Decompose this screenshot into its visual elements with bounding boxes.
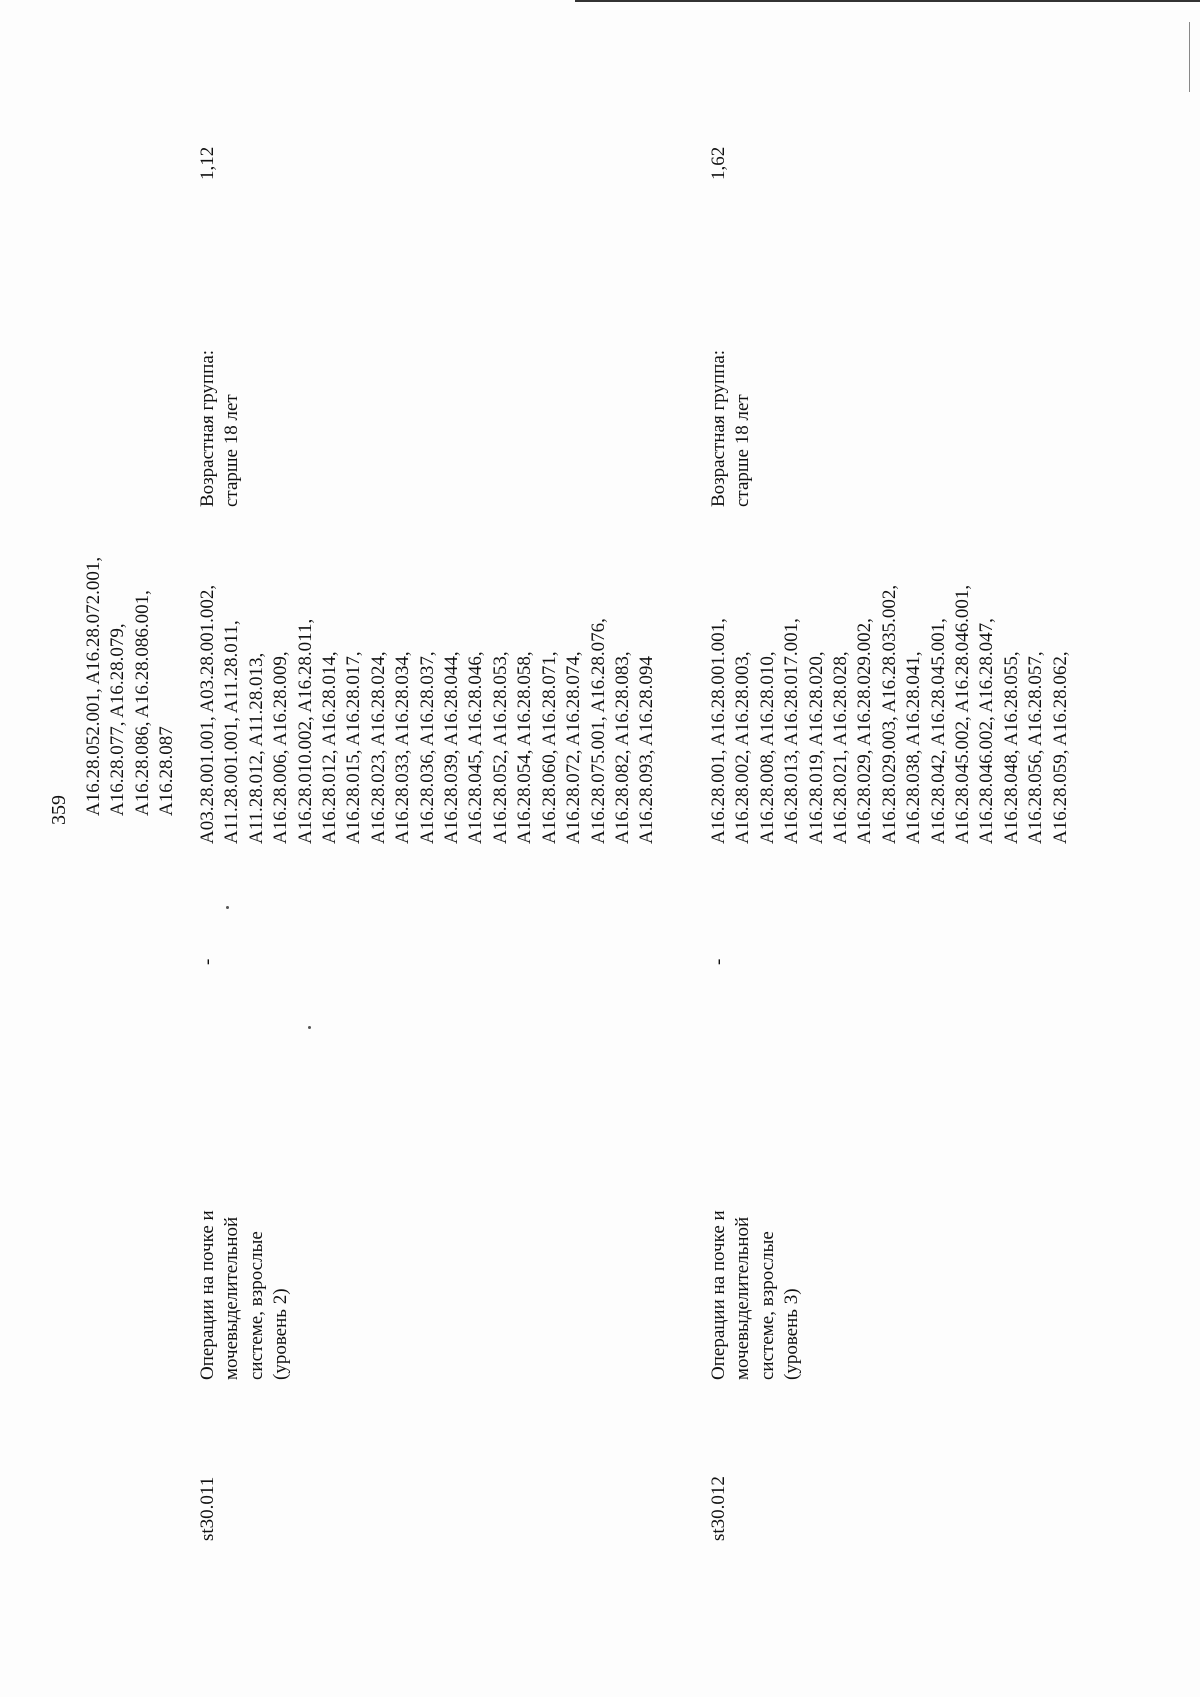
- row-criteria-line: Возрастная группа:: [197, 349, 218, 507]
- code-line: A16.28.056, A16.28.057,: [1025, 651, 1047, 844]
- row-name-line: (уровень 3): [781, 1288, 803, 1380]
- code-line: A16.28.013, A16.28.017.001,: [781, 618, 803, 844]
- code-line: A16.28.072, A16.28.074,: [563, 651, 585, 844]
- code-line: A16.28.021, A16.28.028,: [830, 651, 852, 844]
- row-name-line: (уровень 2): [270, 1288, 292, 1380]
- code-line: A16.28.036, A16.28.037,: [416, 651, 438, 844]
- row-criteria-line: старше 18 лет: [221, 394, 243, 507]
- code-line: A16.28.002, A16.28.003,: [732, 651, 754, 844]
- scan-speck: [308, 1026, 311, 1029]
- code-line: A16.28.048, A16.28.055,: [1000, 651, 1022, 844]
- row-name-line: системе, взрослые: [756, 1231, 778, 1380]
- row-name-line: мочевыделительной: [221, 1216, 243, 1380]
- scan-speck: [226, 906, 229, 909]
- code-line: A03.28.001.001, A03.28.001.002,: [197, 584, 218, 844]
- code-line: A16.28.010.002, A16.28.011,: [294, 618, 316, 844]
- code-line: A16.28.029.003, A16.28.035.002,: [878, 584, 900, 844]
- code-line: A16.28.059, A16.28.062,: [1049, 651, 1071, 844]
- code-line: A16.28.001, A16.28.001.001,: [708, 618, 729, 844]
- code-line: A16.28.052.001, A16.28.072.001,: [83, 556, 104, 816]
- code-line: A16.28.042, A16.28.045.001,: [927, 618, 949, 844]
- code-line: A16.28.093, A16.28.094: [636, 656, 658, 844]
- row-service-codes: [707, 585, 1073, 844]
- row-coefficient: 1,12: [197, 146, 218, 180]
- code-line: A16.28.054, A16.28.058,: [514, 651, 536, 844]
- row-coefficient: 1,62: [708, 146, 729, 180]
- row-criteria-line: Возрастная группа:: [708, 349, 729, 507]
- code-line: A16.28.019, A16.28.020,: [805, 651, 827, 844]
- row-code: st30.012: [708, 1476, 729, 1541]
- row-criteria: [196, 350, 245, 507]
- code-line: A16.28.060, A16.28.071,: [538, 651, 560, 844]
- code-line: A16.28.045, A16.28.046,: [465, 651, 487, 844]
- row-name-line: Операции на почке и: [197, 1210, 218, 1380]
- page-number: 359: [48, 795, 70, 825]
- row-name: [196, 1210, 294, 1380]
- code-line: A16.28.077, A16.28.079,: [107, 623, 129, 816]
- code-line: A16.28.045.002, A16.28.046.001,: [952, 584, 974, 844]
- code-line: A16.28.029, A16.28.029.002,: [854, 618, 876, 844]
- row-diagnosis: -: [197, 958, 218, 965]
- code-line: A16.28.082, A16.28.083,: [611, 651, 633, 844]
- row-criteria: [707, 350, 756, 507]
- code-line: A11.28.012, A11.28.013,: [245, 652, 267, 844]
- code-line: A16.28.015, A16.28.017,: [343, 651, 365, 844]
- row-code: st30.011: [197, 1476, 218, 1541]
- row-diagnosis: -: [708, 958, 729, 965]
- code-line: A16.28.039, A16.28.044,: [441, 651, 463, 844]
- code-line: A16.28.087: [156, 726, 178, 816]
- code-line: A16.28.052, A16.28.053,: [489, 651, 511, 844]
- continuation-codes: [82, 557, 180, 816]
- code-line: A16.28.008, A16.28.010,: [756, 651, 778, 844]
- row-criteria-line: старше 18 лет: [732, 394, 754, 507]
- row-name-line: мочевыделительной: [732, 1216, 754, 1380]
- code-line: A16.28.046.002, A16.28.047,: [976, 618, 998, 844]
- code-line: A11.28.001.001, A11.28.011,: [221, 620, 243, 844]
- row-name-line: системе, взрослые: [245, 1231, 267, 1380]
- code-line: A16.28.086, A16.28.086.001,: [131, 590, 153, 816]
- code-line: A16.28.038, A16.28.041,: [903, 651, 925, 844]
- code-line: A16.28.075.001, A16.28.076,: [587, 618, 609, 844]
- code-line: A16.28.023, A16.28.024,: [367, 651, 389, 844]
- code-line: A16.28.012, A16.28.014,: [319, 651, 341, 844]
- code-line: A16.28.006, A16.28.009,: [270, 651, 292, 844]
- code-line: A16.28.033, A16.28.034,: [392, 651, 414, 844]
- row-name-line: Операции на почке и: [708, 1210, 729, 1380]
- row-name: [707, 1210, 805, 1380]
- row-service-codes: [196, 585, 660, 844]
